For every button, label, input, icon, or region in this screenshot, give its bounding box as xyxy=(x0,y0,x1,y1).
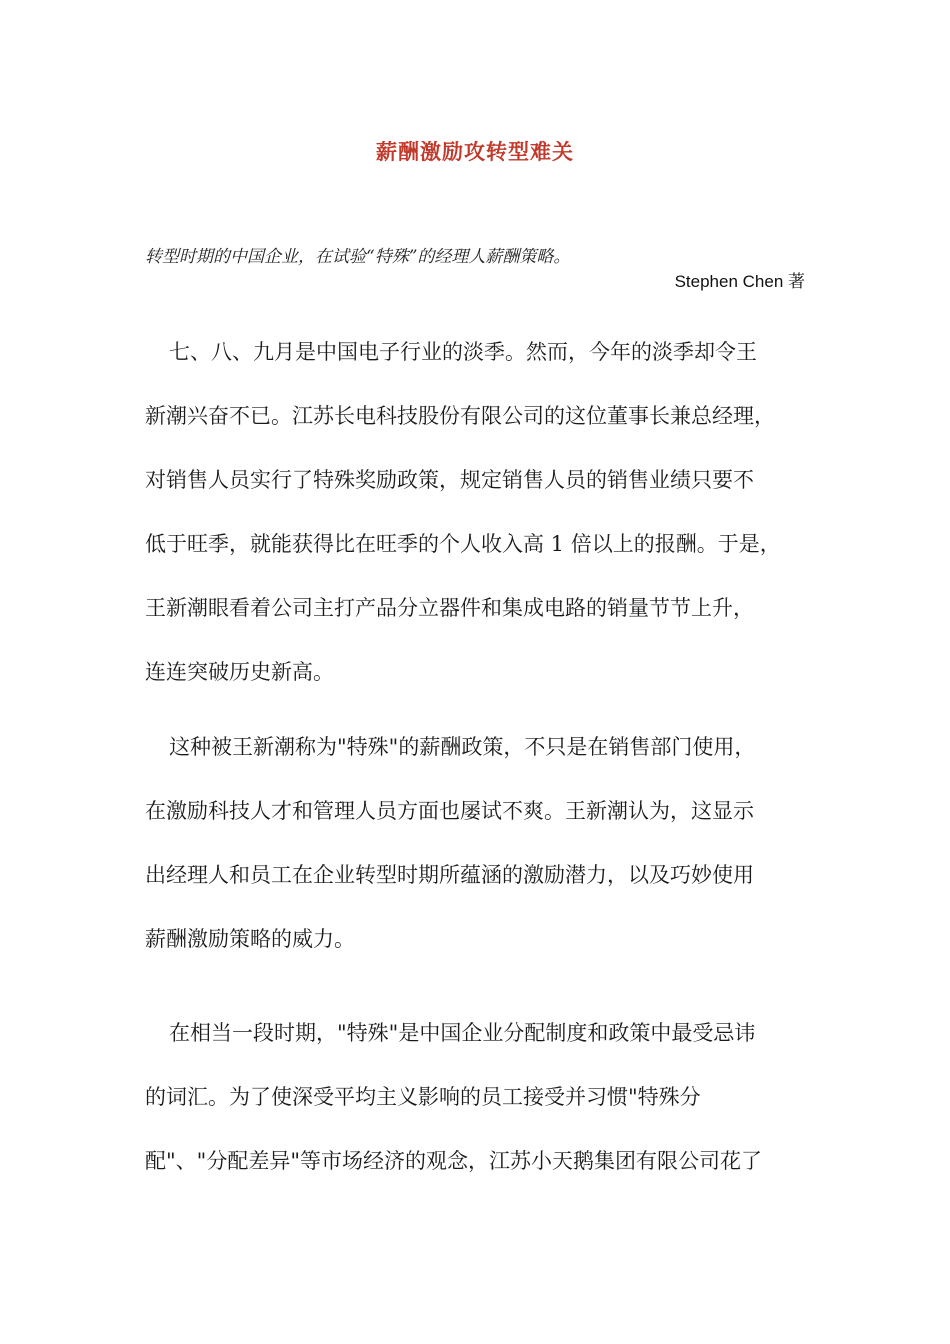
paragraph-2 xyxy=(145,715,810,971)
paragraph-line: 连连突破历史新高。 xyxy=(145,660,334,684)
paragraph-line: 新潮兴奋不已。江苏长电科技股份有限公司的这位董事长兼总经理， xyxy=(145,404,775,428)
paragraph-line: 出经理人和员工在企业转型时期所蕴涵的激励潜力，以及巧妙使用 xyxy=(145,863,754,887)
paragraph-line: 对销售人员实行了特殊奖励政策，规定销售人员的销售业绩只要不 xyxy=(145,468,754,492)
paragraph-line: 低于旺季，就能获得比在旺季的个人收入高 1 倍以上的报酬。于是， xyxy=(145,532,781,556)
paragraph-line: 在激励科技人才和管理人员方面也屡试不爽。王新潮认为，这显示 xyxy=(145,799,754,823)
paragraph-line: 配"、"分配差异"等市场经济的观念，江苏小天鹅集团有限公司花了 xyxy=(145,1149,762,1173)
paragraph-line: 在相当一段时期，"特殊"是中国企业分配制度和政策中最受忌讳 xyxy=(169,1021,756,1045)
document-subtitle: 转型时期的中国企业，在试验“特殊”的经理人薪酬策略。 xyxy=(145,247,571,267)
paragraph-line: 七、八、九月是中国电子行业的淡季。然而，今年的淡季却令王 xyxy=(169,340,757,364)
paragraph-line: 薪酬激励策略的威力。 xyxy=(145,927,355,951)
document-author: Stephen Chen 著 xyxy=(674,272,805,291)
document-title: 薪酬激励攻转型难关 xyxy=(376,140,574,164)
paragraph-line: 这种被王新潮称为"特殊"的薪酬政策，不只是在销售部门使用， xyxy=(169,735,756,759)
paragraph-3 xyxy=(145,1001,810,1193)
paragraph-1 xyxy=(145,320,810,704)
paragraph-line: 的词汇。为了使深受平均主义影响的员工接受并习惯"特殊分 xyxy=(145,1085,701,1109)
paragraph-line: 王新潮眼看着公司主打产品分立器件和集成电路的销量节节上升， xyxy=(145,596,754,620)
